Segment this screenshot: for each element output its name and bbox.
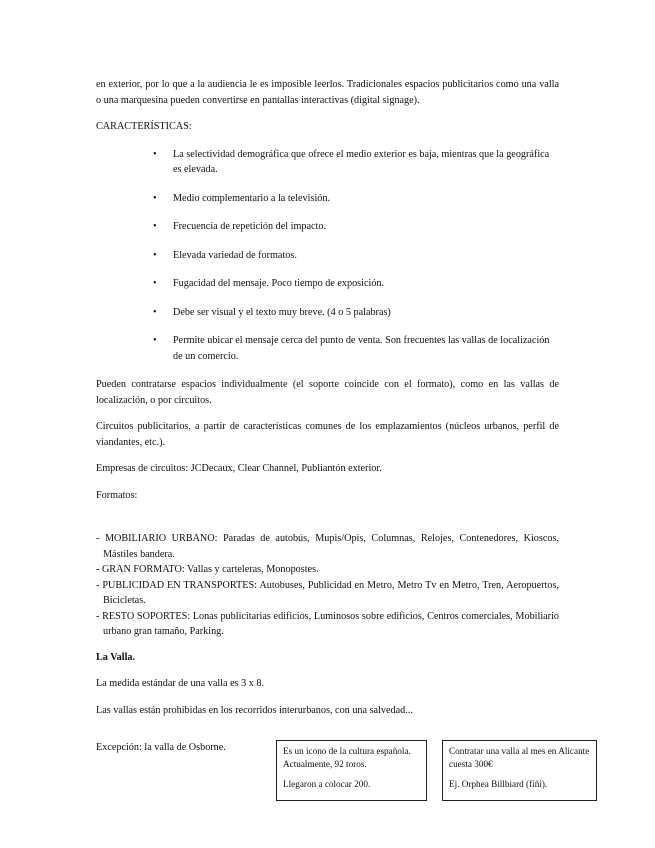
intro-paragraph: en exterior, por lo que a la audiencia le es imposible leerlos. Tradicionales espacios publicitarios como una valla o una marquesina pueden convertirse en pantallas interactivas (digital signage).	[96, 79, 559, 106]
list-item-text: Fugacidad del mensaje. Poco tiempo de exposición.	[173, 278, 385, 289]
bullet-icon: •	[153, 306, 157, 318]
list-item	[153, 191, 559, 207]
bullet-icon: •	[153, 278, 157, 289]
alicante-note-line: Contratar una valla al mes en Alicante cuesta 300€	[449, 746, 590, 769]
document-page	[96, 77, 559, 729]
caracteristicas-list	[96, 147, 559, 365]
list-item-text: La selectividad demográfica que ofrece el medio exterior es baja, mientras que la geográfica es elevada.	[173, 148, 550, 175]
caracteristicas-title: CARACTERÍSTICAS:	[96, 121, 192, 132]
bullet-icon: •	[153, 148, 157, 160]
list-item-text: Medio complementario a la televisión.	[173, 192, 331, 204]
alicante-note-box	[442, 740, 597, 801]
list-item-text: Debe ser visual y el texto muy breve. (4 o 5 palabras)	[173, 306, 391, 318]
bullet-icon: •	[153, 335, 157, 346]
valla-heading: La Valla.	[96, 651, 136, 663]
list-item-text: Permite ubicar el mensaje cerca del punto de venta. Son frecuentes las vallas de localización de un comercio.	[173, 335, 550, 362]
formatos-title: Formatos:	[96, 489, 138, 501]
list-item-text: Frecuencia de repetición del impacto.	[173, 221, 327, 232]
osborne-note-line: Llegaron a colocar 200.	[283, 779, 371, 789]
prohibidas-paragraph: Las vallas están prohibidas en los recorridos interurbanos, con una salvedad...	[96, 704, 413, 716]
bullet-icon: •	[153, 192, 157, 204]
circuitos-paragraph: Circuitos publicitarios, a partir de características comunes de los emplazamientos (núcleos urbanos, perfil de viandantes, etc.).	[96, 421, 559, 448]
list-item	[153, 147, 559, 178]
list-item	[153, 219, 559, 235]
excepcion-row	[96, 740, 601, 800]
bullet-icon: •	[153, 221, 157, 232]
list-item	[153, 276, 559, 292]
contratacion-paragraph: Pueden contratarse espacios individualmente (el soporte coincide con el formato), como en las vallas de localización, o por circuitos.	[96, 379, 559, 406]
list-item: - GRAN FORMATO: Vallas y carteleras, Monopostes.	[96, 564, 319, 575]
list-item	[153, 248, 559, 264]
list-item	[153, 333, 559, 364]
formatos-list	[96, 531, 559, 640]
bullet-icon: •	[153, 249, 157, 261]
osborne-note-box	[276, 740, 427, 801]
list-item: - MOBILIARIO URBANO: Paradas de autobús, Mupis/Opis, Columnas, Relojes, Contenedores, Kioscos, Mástiles bandera.	[96, 533, 559, 560]
alicante-note-line: Ej. Orphea Billbiard (fiñi).	[449, 779, 548, 789]
excepcion-text: Excepción: la valla de Osborne.	[96, 742, 226, 753]
list-item-text: Elevada variedad de formatos.	[173, 249, 297, 261]
list-item: - PUBLICIDAD EN TRANSPORTES: Autobuses, Publicidad en Metro, Metro Tv en Metro, Tren, Aeropuertos, Bicicletas.	[96, 579, 559, 606]
empresas-paragraph: Empresas de circuitos: JCDecaux, Clear Channel, Publiantón exterior.	[96, 463, 382, 474]
medida-paragraph: La medida estándar de una valla es 3 x 8.	[96, 678, 265, 689]
osborne-note-line: Es un icono de la cultura española. Actualmente, 92 toros.	[283, 746, 411, 769]
list-item	[153, 305, 559, 321]
list-item: - RESTO SOPORTES: Lonas publicitarias edificios, Luminosos sobre edificios, Centros comerciales, Mobiliario urbano gran tamaño, Parking.	[96, 610, 559, 637]
